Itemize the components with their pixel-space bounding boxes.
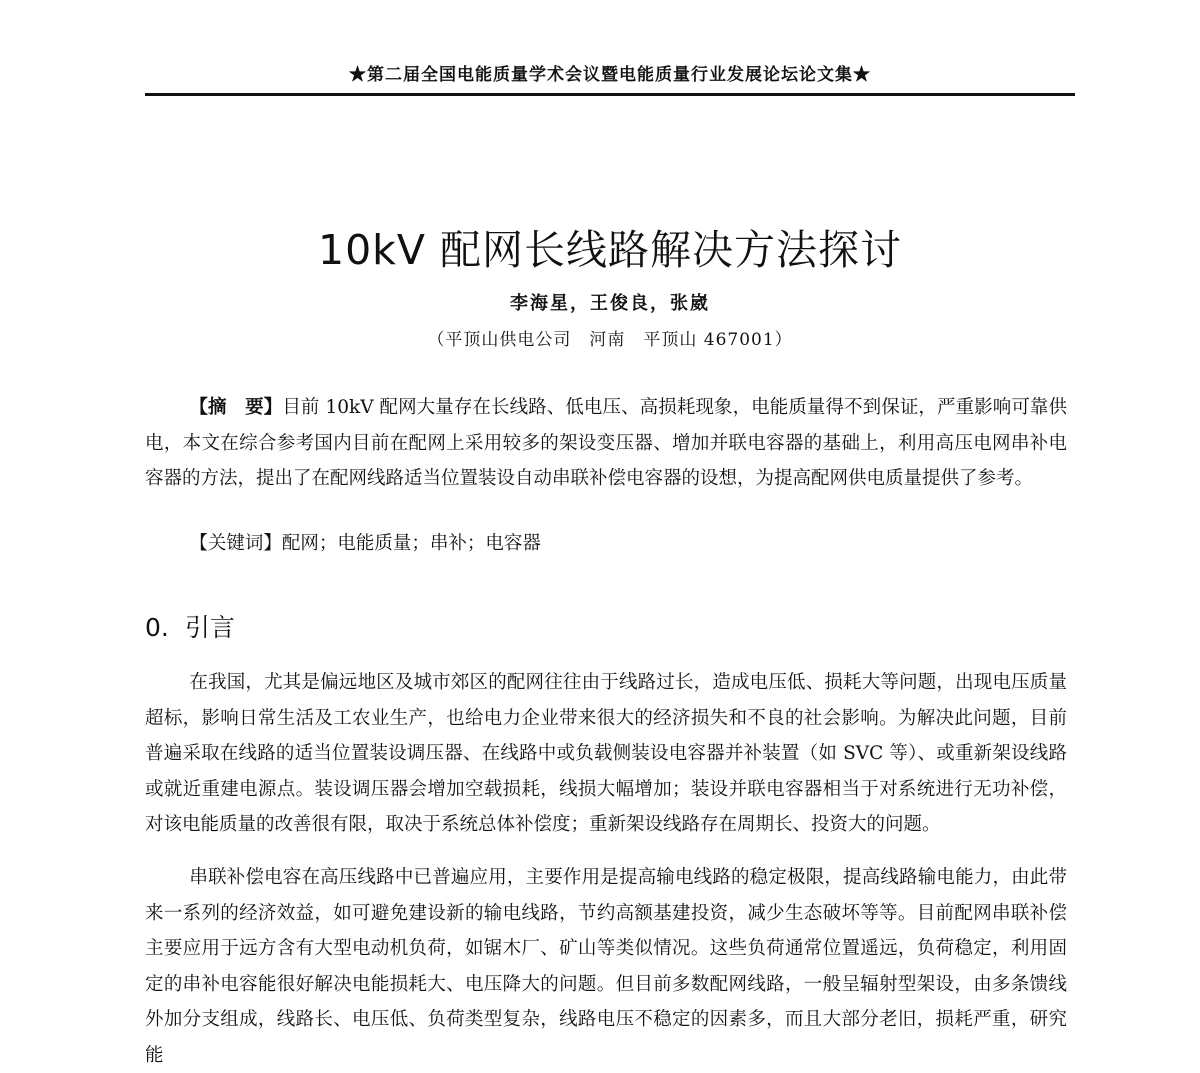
section-title: 引言: [184, 613, 235, 642]
abstract-label: 【摘 要】: [189, 397, 283, 418]
body-paragraph: 串联补偿电容在高压线路中已普遍应用，主要作用是提高输电线路的稳定极限，提高线路输电能力，由此带来一系列的经济效益，如可避免建设新的输电线路，节约高额基建投资，减少生态破坏等等。目前配网串联补偿主要应用于远方含有大型电动机负荷，如锯木厂、矿山等类似情况。这些负荷通常位置遥远，负荷稳定，利用固定的串补电容能很好解决电能损耗大、电压降大的问题。但目前多数配网线路，一般呈辐射型架设，由多条馈线外加分支组成，线路长、电压低、负荷类型复杂，线路电压不稳定的因素多，而且大部分老旧，损耗严重，研究能: [145, 867, 1067, 1066]
section-heading: [145, 610, 235, 646]
body-paragraph: 在我国，尤其是偏远地区及城市郊区的配网往往由于线路过长，造成电压低、损耗大等问题，出现电压质量超标，影响日常生活及工农业生产，也给电力企业带来很大的经济损失和不良的社会影响。为解决此问题，目前普遍采取在线路的适当位置装设调压器、在线路中或负载侧装设电容器并补装置（如 SVC 等）、或重新架设线路或就近重建电源点。装设调压器会增加空载损耗，线损大幅增加；装设并联电容器相当于对系统进行无功补偿，对该电能质量的改善很有限，取决于系统总体补偿度；重新架设线路存在周期长、投资大的问题。: [145, 672, 1067, 835]
keywords-text: 配网；电能质量；串补；电容器: [281, 533, 541, 554]
keywords-label: 【关键词】: [189, 533, 282, 554]
abstract-text: 目前 10kV 配网大量存在长线路、低电压、高损耗现象，电能质量得不到保证，严重影响可靠供电，本文在综合参考国内目前在配网上采用较多的架设变压器、增加并联电容器的基础上，利用高压电网串补电容器的方法，提出了在配网线路适当位置装设自动串联补偿电容器的设想，为提高配网供电质量提供了参考。: [145, 397, 1067, 489]
running-header: ★第二届全国电能质量学术会议暨电能质量行业发展论坛论文集★: [349, 65, 871, 85]
affiliation: （平顶山供电公司 河南 平顶山 467001）: [427, 330, 793, 350]
section-number: 0.: [145, 613, 169, 642]
keywords: [145, 526, 1067, 562]
authors: 李海星，王俊良，张崴: [510, 293, 710, 314]
header-rule: [145, 93, 1075, 96]
abstract: [145, 390, 1067, 497]
paper-title: 10kV 配网长线路解决方法探讨: [318, 226, 902, 274]
